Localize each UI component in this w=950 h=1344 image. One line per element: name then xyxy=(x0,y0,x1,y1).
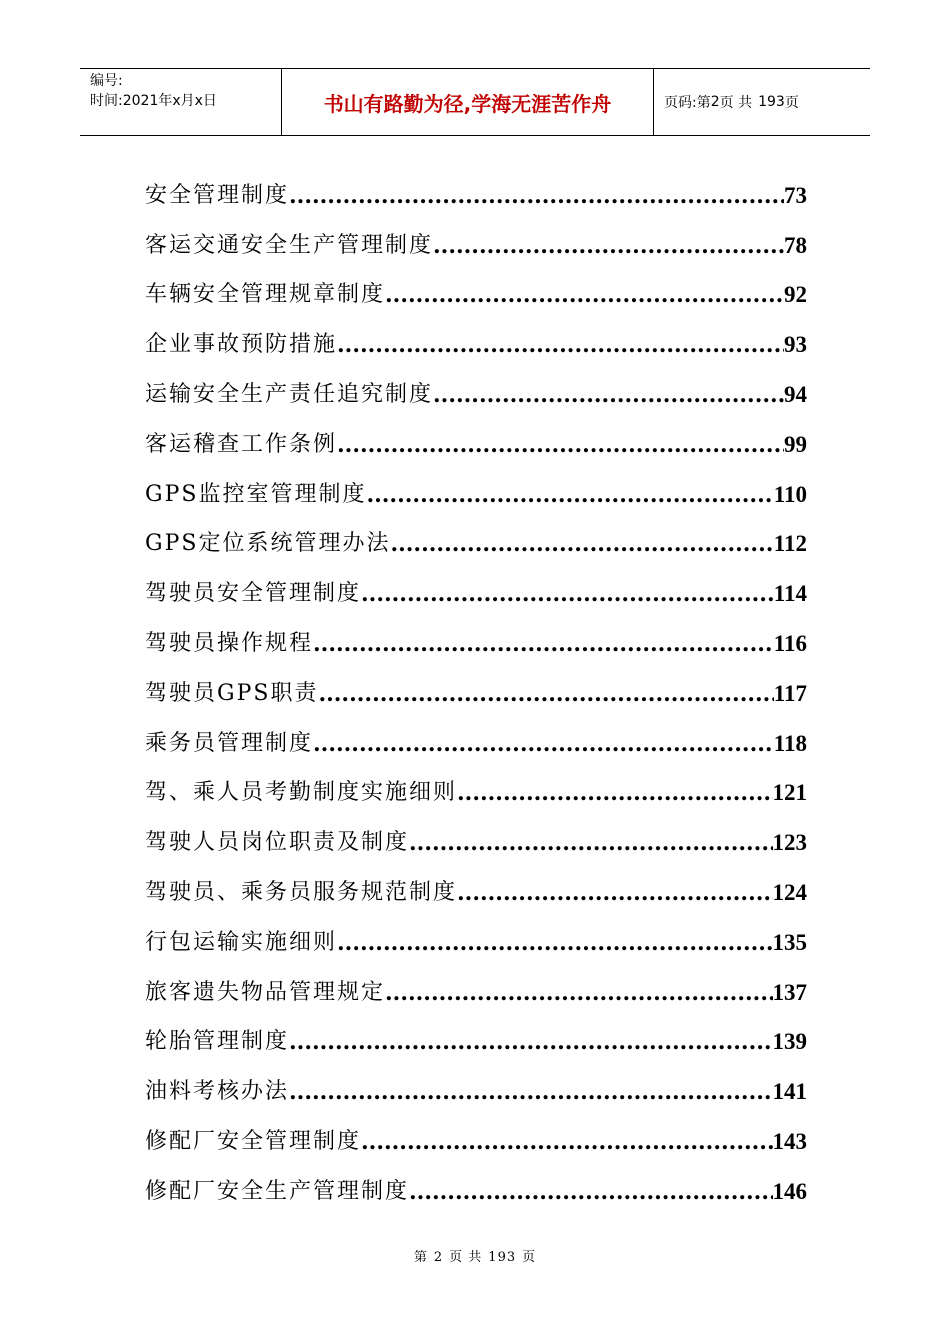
toc-entry-title: 车辆安全管理规章制度 xyxy=(145,282,386,308)
toc-entry-title: 驾驶员操作规程 xyxy=(145,630,314,656)
toc-dot-leader xyxy=(289,1073,772,1111)
toc-dot-leader xyxy=(409,1173,772,1211)
toc-entry[interactable] xyxy=(145,613,807,663)
toc-entry[interactable] xyxy=(145,314,807,364)
toc-dot-leader xyxy=(385,276,784,314)
toc-dot-leader xyxy=(457,774,772,812)
toc-entry-title: 驾驶员安全管理制度 xyxy=(145,581,362,607)
toc-entry-title: 客运交通安全生产管理制度 xyxy=(145,232,434,258)
toc-entry-page: 135 xyxy=(772,929,807,955)
toc-entry-title: 修配厂安全生产管理制度 xyxy=(145,1178,410,1204)
footer-prefix: 第 xyxy=(413,1250,428,1265)
toc-entry-title: 企业事故预防措施 xyxy=(145,332,338,358)
toc-entry-title: 驾驶人员岗位职责及制度 xyxy=(145,830,410,856)
document-time: 时间:2021年x月x日 xyxy=(90,93,217,109)
toc-entry-title: 客运稽查工作条例 xyxy=(145,431,338,457)
toc-entry-page: 137 xyxy=(772,979,807,1005)
toc-entry[interactable] xyxy=(145,912,807,962)
toc-dot-leader xyxy=(337,326,784,364)
toc-entry-title: 行包运输实施细则 xyxy=(145,929,338,955)
toc-dot-leader xyxy=(385,974,772,1012)
toc-entry-title: 运输安全生产责任追究制度 xyxy=(145,381,434,407)
toc-entry-page: 121 xyxy=(772,780,807,806)
toc-dot-leader xyxy=(361,1123,772,1161)
toc-entry-title: 乘务员管理制度 xyxy=(145,730,314,756)
toc-entry-title: GPS监控室管理制度 xyxy=(145,481,367,507)
toc-entry[interactable] xyxy=(145,165,807,215)
toc-entry-page: 143 xyxy=(772,1128,807,1154)
page-info-current: 2 xyxy=(710,94,720,110)
toc-entry-page: 118 xyxy=(773,730,807,756)
toc-entry-title: 轮胎管理制度 xyxy=(145,1029,290,1055)
toc-entry-title: 驾驶员GPS职责 xyxy=(145,680,319,706)
toc-dot-leader xyxy=(361,575,774,613)
toc-dot-leader xyxy=(457,874,772,912)
page-footer xyxy=(0,1246,950,1265)
toc-entry-title: 旅客遗失物品管理规定 xyxy=(145,979,386,1005)
toc-entry[interactable] xyxy=(145,663,807,713)
footer-total: 193 xyxy=(488,1250,517,1265)
header-meta xyxy=(80,69,282,135)
footer-suffix: 页 xyxy=(522,1250,537,1265)
footer-current: 2 xyxy=(433,1250,444,1265)
toc-entry[interactable] xyxy=(145,862,807,912)
toc-dot-leader xyxy=(366,476,773,514)
toc-entry-page: 73 xyxy=(784,182,807,208)
toc-entry-title: 修配厂安全管理制度 xyxy=(145,1128,362,1154)
toc-entry-title: 油料考核办法 xyxy=(145,1079,290,1105)
toc-dot-leader xyxy=(337,426,784,464)
toc-entry-page: 93 xyxy=(784,332,807,358)
toc-entry-page: 114 xyxy=(773,581,807,607)
toc-entry[interactable] xyxy=(145,713,807,763)
toc-entry-page: 123 xyxy=(772,830,807,856)
toc-entry[interactable] xyxy=(145,364,807,414)
toc-entry-page: 92 xyxy=(784,282,807,308)
toc-entry-page: 78 xyxy=(784,232,807,258)
toc-dot-leader xyxy=(289,1023,772,1061)
toc-entry-page: 112 xyxy=(773,531,807,557)
page-info-prefix: 页码:第 xyxy=(664,95,711,111)
footer-mid: 页 共 xyxy=(449,1250,483,1265)
toc-entry-page: 99 xyxy=(784,431,807,457)
toc-entry[interactable] xyxy=(145,962,807,1012)
document-number-label: 编号: xyxy=(90,73,123,89)
toc-dot-leader xyxy=(289,177,784,215)
toc-entry[interactable] xyxy=(145,514,807,564)
table-of-contents xyxy=(145,165,807,1211)
toc-dot-leader xyxy=(313,625,774,663)
toc-entry-title: GPS定位系统管理办法 xyxy=(145,531,391,557)
toc-entry[interactable] xyxy=(145,1012,807,1062)
toc-entry-title: 驾、乘人员考勤制度实施细则 xyxy=(145,780,458,806)
toc-entry[interactable] xyxy=(145,1061,807,1111)
toc-entry-title: 驾驶员、乘务员服务规范制度 xyxy=(145,879,458,905)
toc-entry-page: 141 xyxy=(772,1079,807,1105)
page-info-total: 193 xyxy=(758,94,785,110)
toc-entry[interactable] xyxy=(145,1111,807,1161)
toc-entry-title: 安全管理制度 xyxy=(145,182,290,208)
page-header xyxy=(80,68,870,136)
toc-dot-leader xyxy=(409,824,772,862)
toc-entry-page: 110 xyxy=(773,481,807,507)
toc-entry[interactable] xyxy=(145,464,807,514)
toc-entry[interactable] xyxy=(145,1161,807,1211)
toc-entry[interactable] xyxy=(145,265,807,315)
toc-dot-leader xyxy=(390,525,773,563)
toc-entry[interactable] xyxy=(145,414,807,464)
toc-entry-page: 94 xyxy=(784,381,807,407)
toc-dot-leader xyxy=(313,725,774,763)
toc-dot-leader xyxy=(433,227,784,265)
page-info-suffix: 页 xyxy=(784,95,799,111)
toc-entry-page: 146 xyxy=(772,1178,807,1204)
toc-entry[interactable] xyxy=(145,812,807,862)
toc-entry-page: 116 xyxy=(773,630,807,656)
toc-dot-leader xyxy=(318,675,773,713)
page-info-mid: 页 共 xyxy=(719,95,753,111)
toc-entry[interactable] xyxy=(145,215,807,265)
toc-entry-page: 139 xyxy=(772,1029,807,1055)
toc-dot-leader xyxy=(337,924,772,962)
toc-entry-page: 117 xyxy=(773,680,807,706)
toc-entry[interactable] xyxy=(145,763,807,813)
header-motto: 书山有路勤为径,学海无涯苦作舟 xyxy=(282,69,654,135)
header-page-info xyxy=(654,69,870,135)
toc-entry[interactable] xyxy=(145,563,807,613)
toc-entry-page: 124 xyxy=(772,879,807,905)
toc-dot-leader xyxy=(433,376,784,414)
